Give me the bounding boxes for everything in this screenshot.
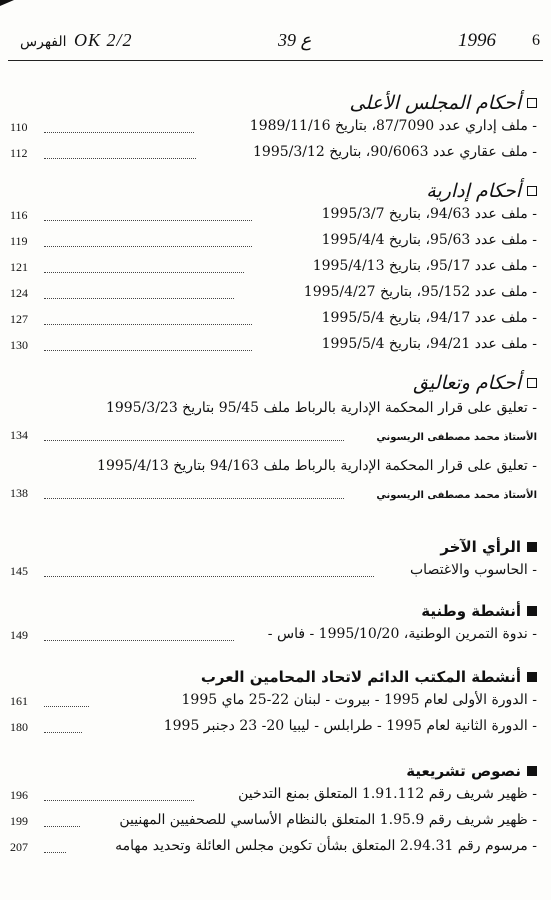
toc-entry[interactable]	[10, 838, 537, 862]
toc-entry[interactable]	[10, 258, 537, 282]
square-outline-icon	[527, 186, 537, 196]
toc-entry[interactable]	[10, 484, 537, 508]
section-title-admin: أحكام إدارية	[426, 180, 537, 202]
index-label: الفهرس	[20, 34, 67, 50]
dot-leader	[44, 350, 252, 351]
issue-note-handwritten: 39 ع	[278, 30, 312, 50]
toc-entry[interactable]	[10, 692, 537, 716]
toc-entry[interactable]	[10, 284, 537, 308]
entry-text: - ملف عقاري عدد 90/6063، بتاريخ 1995/3/12	[253, 144, 537, 160]
toc-entry[interactable]	[10, 812, 537, 836]
square-filled-icon	[527, 672, 537, 682]
dot-leader	[44, 158, 196, 159]
page-ref: 145	[10, 564, 28, 578]
page-ref: 116	[10, 208, 28, 222]
dot-leader	[44, 298, 234, 299]
section-title-national: أنشطة وطنية	[421, 602, 537, 620]
dot-leader	[44, 800, 194, 801]
page-ref: 127	[10, 312, 28, 326]
square-filled-icon	[527, 542, 537, 552]
dot-leader	[44, 826, 80, 827]
entry-text: - مرسوم رقم 2.94.31 المتعلق بشأن تكوين مجلس العائلة وتحديد مهامه	[115, 838, 537, 854]
toc-entry[interactable]	[10, 232, 537, 256]
dot-leader	[44, 498, 344, 499]
dot-leader	[44, 272, 244, 273]
toc-entry[interactable]	[10, 310, 537, 334]
ok-note-handwritten: OK 2/2	[74, 30, 133, 50]
entry-text: - ملف عدد 94/17، بتاريخ 1995/5/4	[321, 310, 537, 326]
entry-text: - ظهير شريف رقم 1.91.112 المتعلق بمنع التدخين	[238, 786, 537, 802]
page-header	[8, 28, 543, 61]
toc-entry[interactable]	[10, 336, 537, 360]
dot-leader	[44, 706, 89, 707]
entry-text: - ملف عدد 95/17، بتاريخ 1995/4/13	[312, 258, 537, 274]
dot-leader	[44, 576, 374, 577]
dot-leader	[44, 246, 252, 247]
page-ref: 110	[10, 120, 28, 134]
entry-text: - الحاسوب والاغتصاب	[410, 562, 537, 578]
page-ref: 207	[10, 840, 28, 854]
page-ref: 161	[10, 694, 28, 708]
page-ref: 121	[10, 260, 28, 274]
page-ref: 124	[10, 286, 28, 300]
page-ref: 138	[10, 486, 28, 500]
dot-leader	[44, 852, 66, 853]
page-ref: 130	[10, 338, 28, 352]
square-outline-icon	[527, 98, 537, 108]
toc-entry[interactable]	[10, 118, 537, 142]
entry-text: - ظهير شريف رقم 1.95.9 المتعلق بالنظام الأساسي للصحفيين المهنيين	[119, 812, 537, 828]
entry-text: - الدورة الأولى لعام 1995 - بيروت - لبنان 22-25 ماي 1995	[181, 692, 537, 708]
toc-entry[interactable]	[10, 786, 537, 810]
page-ref: 112	[10, 146, 28, 160]
entry-text: - ملف عدد 94/21، بتاريخ 1995/5/4	[321, 336, 537, 352]
author-name: الأستاذ محمد مصطفى الريسوني	[376, 432, 537, 443]
square-filled-icon	[527, 766, 537, 776]
toc-entry[interactable]	[10, 426, 537, 450]
section-title-council: أحكام المجلس الأعلى	[349, 92, 537, 114]
page-number: 6	[532, 32, 540, 49]
author-name: الأستاذ محمد مصطفى الريسوني	[376, 490, 537, 501]
toc-entry[interactable]	[10, 206, 537, 230]
entry-text: - ندوة التمرين الوطنية، 1995/10/20 - فاس -	[267, 626, 537, 642]
page-ref: 119	[10, 234, 28, 248]
year-handwritten: 1996	[458, 30, 496, 51]
entry-text: - ملف عدد 95/152، بتاريخ 1995/4/27	[303, 284, 537, 300]
page-ref: 196	[10, 788, 28, 802]
section-title-opinion: الرأي الآخر	[440, 538, 537, 556]
entry-text: - الدورة الثانية لعام 1995 - طرابلس - ليبيا 20- 23 دجنبر 1995	[163, 718, 537, 734]
dot-leader	[44, 640, 234, 641]
section-title-comments: أحكام وتعاليق	[413, 372, 537, 394]
square-filled-icon	[527, 606, 537, 616]
dot-leader	[44, 440, 344, 441]
entry-text: - ملف إداري عدد 87/7090، بتاريخ 1989/11/16	[249, 118, 537, 134]
entry-text: - ملف عدد 95/63، بتاريخ 1995/4/4	[321, 232, 537, 248]
dot-leader	[44, 220, 252, 221]
section-title-arab: أنشطة المكتب الدائم لاتحاد المحامين العرب	[201, 668, 537, 686]
entry-text: - ملف عدد 94/63، بتاريخ 1995/3/7	[321, 206, 537, 222]
page-ref: 134	[10, 428, 28, 442]
page-corner-mark	[0, 0, 14, 6]
page-ref: 149	[10, 628, 28, 642]
comment-text: - تعليق على قرار المحكمة الإدارية بالرباط ملف 94/163 بتاريخ 1995/4/13	[97, 458, 537, 474]
toc-entry[interactable]	[10, 626, 537, 650]
dot-leader	[44, 324, 252, 325]
toc-entry[interactable]	[10, 144, 537, 168]
dot-leader	[44, 132, 194, 133]
page-ref: 180	[10, 720, 28, 734]
square-outline-icon	[527, 378, 537, 388]
section-title-legal: نصوص تشريعية	[406, 762, 537, 780]
comment-text: - تعليق على قرار المحكمة الإدارية بالرباط ملف 95/45 بتاريخ 1995/3/23	[105, 400, 537, 416]
dot-leader	[44, 732, 82, 733]
page-ref: 199	[10, 814, 28, 828]
toc-entry[interactable]	[10, 718, 537, 742]
toc-entry[interactable]	[10, 562, 537, 586]
